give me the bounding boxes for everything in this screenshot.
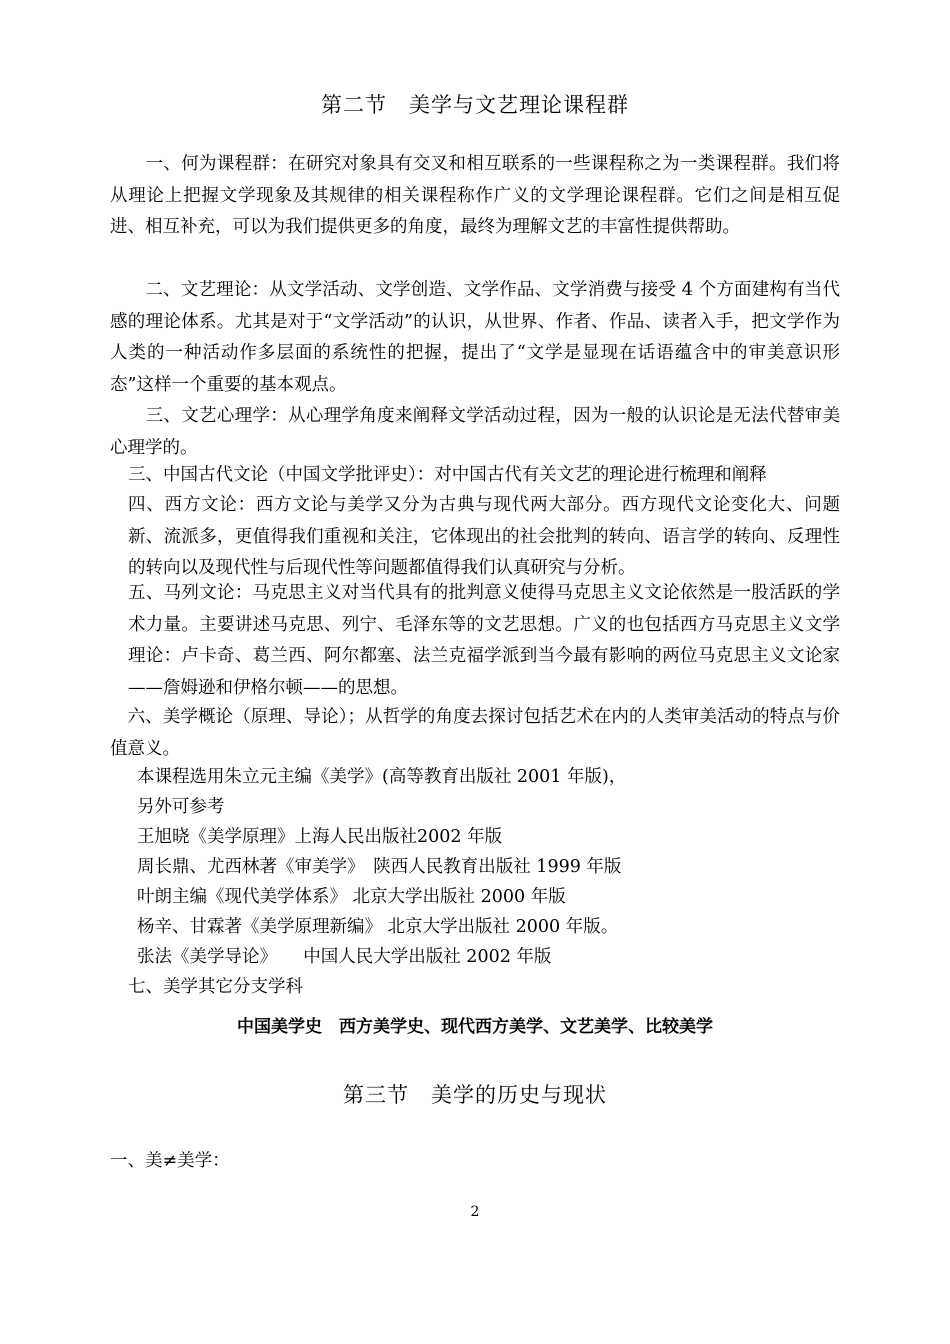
textbook-line: 本课程选用朱立元主编《美学》(高等教育出版社 2001 年版)， (137, 767, 627, 787)
paragraph-chinese-ancient-theory: 三、中国古代文论（中国文学批评史）：对中国古代有关文艺的理论进行梳理和阐释 (128, 465, 767, 485)
section-title: 第三节 美学的历史与现状 (343, 1083, 607, 1107)
reference-item: 杨辛、甘霖著《美学原理新编》 北京大学出版社 2000 年版。 (137, 917, 619, 937)
paragraph-marxist-theory: 五、马列文论：马克思主义对当代具有的批判意义使得马克思主义文论依然是一股活跃的学术力量。主要讲述马克思、列宁、毛泽东等的文艺思想。广义的也包括西方马克思主义文学理论：卢卡奇、葛兰西、阿尔都塞、法兰克福学派到当今最有影响的两位马克思主义文论家——詹姆逊和伊格尔顿——的思想。 (128, 583, 840, 698)
paragraph-branches-heading: 七、美学其它分支学科 (128, 977, 303, 997)
section-title: 第二节 美学与文艺理论课程群 (321, 93, 629, 117)
section3-item: 一、美≠美学： (110, 1151, 230, 1171)
reference-item: 叶朗主编《现代美学体系》 北京大学出版社 2000 年版 (137, 887, 566, 907)
paragraph-western-theory: 四、西方文论：西方文论与美学又分为古典与现代两大部分。西方现代文论变化大、问题新、流派多，更值得我们重视和关注，它体现出的社会批判的转向、语言学的转向、反理性的转向以及现代性与后现代性等问题都值得我们认真研究与分析。 (128, 495, 840, 579)
paragraph-literary-psychology: 三、文艺心理学：从心理学角度来阐释文学活动过程，因为一般的认识论是无法代替审美心理学的。 (110, 406, 840, 458)
reference-item: 张法《美学导论》 中国人民大学出版社 2002 年版 (137, 947, 552, 967)
reference-item: 王旭晓《美学原理》上海人民出版社2002 年版 (137, 827, 503, 847)
paragraph-aesthetics-intro: 六、美学概论（原理、导论）；从哲学的角度去探讨包括艺术在内的人类审美活动的特点与价值意义。 (110, 707, 840, 759)
paragraph-course-group: 一、何为课程群：在研究对象具有交叉和相互联系的一些课程称之为一类课程群。我们将从理论上把握文学现象及其规律的相关课程称作广义的文学理论课程群。它们之间是相互促进、相互补充，可以为我们提供更多的角度，最终为理解文艺的丰富性提供帮助。 (110, 154, 840, 238)
reference-item: 周长鼎、尤西林著《审美学》 陕西人民教育出版社 1999 年版 (137, 857, 622, 877)
also-reference-line: 另外可参考 (137, 797, 225, 817)
page-number: 2 (470, 1204, 480, 1220)
branches-list: 中国美学史 西方美学史、现代西方美学、文艺美学、比较美学 (237, 1017, 713, 1037)
paragraph-literary-theory: 二、文艺理论：从文学活动、文学创造、文学作品、文学消费与接受 4 个方面建构有当代感的理论体系。尤其是对于“文学活动”的认识，从世界、作者、作品、读者入手，把文学作为人类的一种活动作多层面的系统性的把握，提出了“文学是显现在话语蕴含中的审美意识形态”这样一个重要的基本观点。 (110, 280, 840, 395)
